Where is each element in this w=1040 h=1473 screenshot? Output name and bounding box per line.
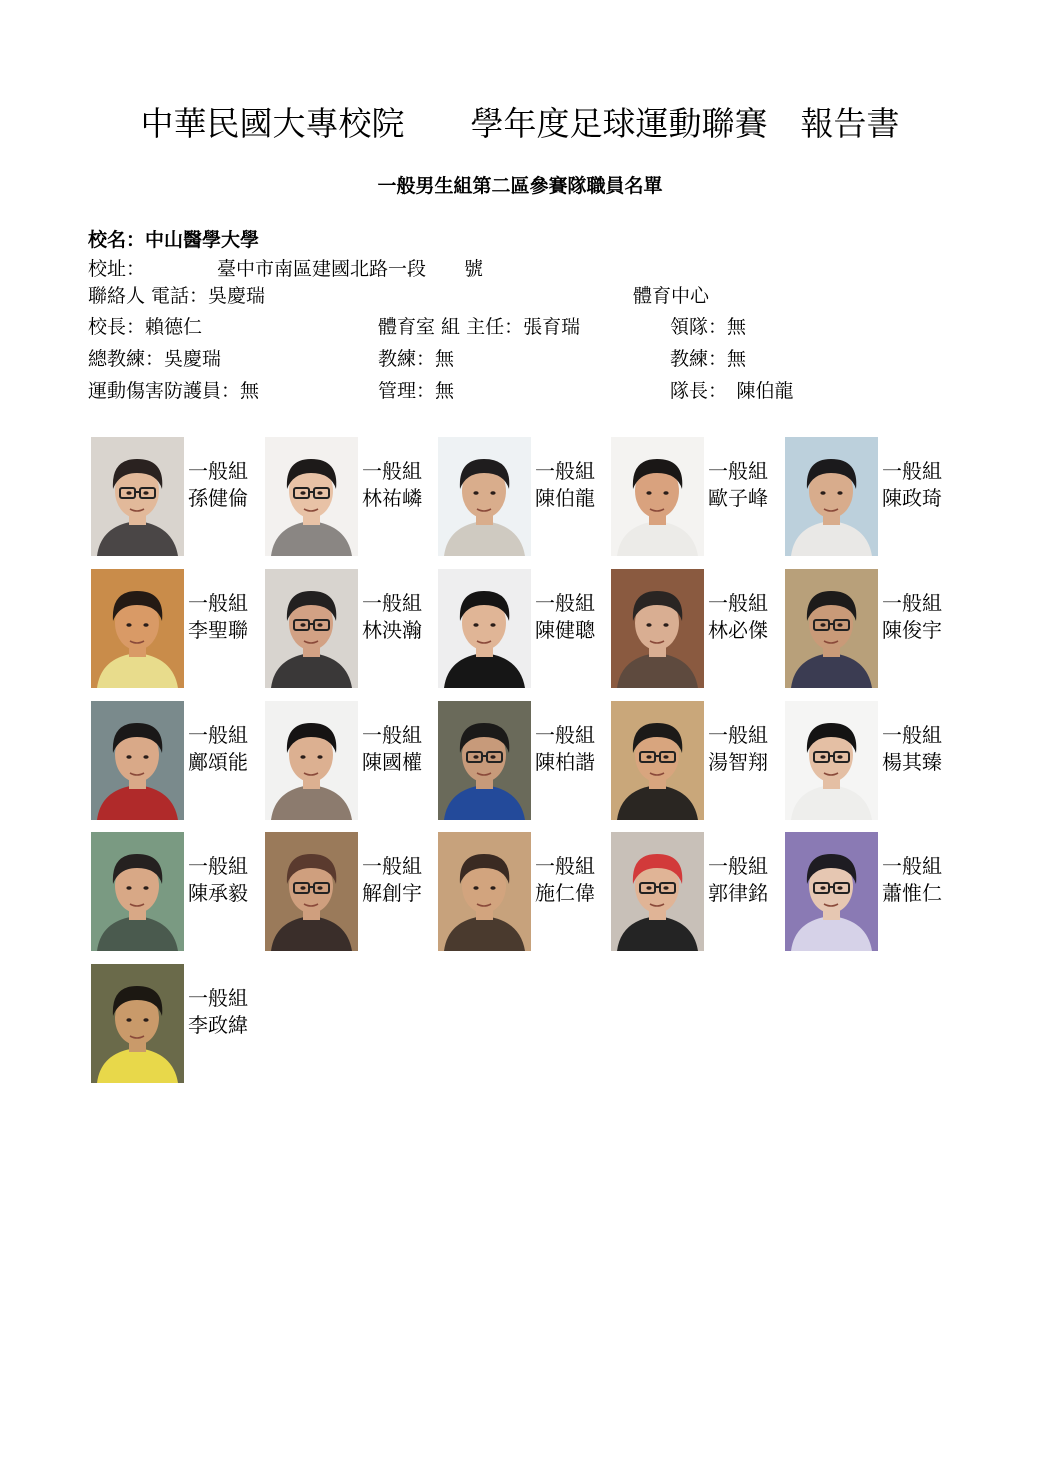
player-caption xyxy=(362,458,422,512)
player-group: 一般組 xyxy=(362,591,422,615)
player-caption xyxy=(188,458,248,512)
player-caption xyxy=(882,590,942,644)
player-caption xyxy=(882,722,942,776)
player-photo xyxy=(265,832,358,951)
player-photo xyxy=(785,437,878,556)
player-name: 陳政琦 xyxy=(882,486,942,510)
player-group: 一般組 xyxy=(535,459,595,483)
player-photo xyxy=(265,437,358,556)
player-group: 一般組 xyxy=(882,723,942,747)
player-caption xyxy=(362,590,422,644)
player-caption xyxy=(708,853,768,907)
player-caption xyxy=(188,853,248,907)
player-group: 一般組 xyxy=(708,723,768,747)
player-name: 孫健倫 xyxy=(188,486,248,510)
player-group: 一般組 xyxy=(188,986,248,1010)
roster-subtitle: 一般男生組第二區參賽隊職員名單 xyxy=(377,175,663,197)
player-photo xyxy=(438,701,531,820)
player-name: 林必傑 xyxy=(708,618,768,642)
player-group: 一般組 xyxy=(882,591,942,615)
player-photo xyxy=(91,437,184,556)
address-value: 臺中市南區建國北路一段 號 xyxy=(217,258,484,280)
player-photo xyxy=(438,437,531,556)
page-title: 中華民國大專校院 學年度足球運動聯賽 報告書 xyxy=(140,104,900,143)
player-caption xyxy=(708,590,768,644)
player-name: 陳健聰 xyxy=(535,618,595,642)
player-caption xyxy=(188,722,248,776)
player-photo xyxy=(611,569,704,688)
player-photo xyxy=(611,437,704,556)
player-photo xyxy=(438,569,531,688)
player-name: 解創宇 xyxy=(362,881,422,905)
coach-2: 教練：無 xyxy=(670,348,747,370)
player-name: 陳國權 xyxy=(362,750,422,774)
player-group: 一般組 xyxy=(708,459,768,483)
player-group: 一般組 xyxy=(708,591,768,615)
player-caption xyxy=(708,458,768,512)
principal: 校長：賴德仁 xyxy=(88,316,203,338)
player-caption xyxy=(708,722,768,776)
player-caption xyxy=(188,985,248,1039)
player-caption xyxy=(535,590,595,644)
player-name: 李政緯 xyxy=(188,1013,248,1037)
player-group: 一般組 xyxy=(188,854,248,878)
player-photo xyxy=(611,832,704,951)
player-group: 一般組 xyxy=(362,854,422,878)
contact-org: 體育中心 xyxy=(633,285,710,307)
team-manager: 管理：無 xyxy=(378,380,455,402)
player-group: 一般組 xyxy=(362,723,422,747)
address-label: 校址： xyxy=(88,258,146,280)
player-name: 陳承毅 xyxy=(188,881,248,905)
player-photo xyxy=(91,832,184,951)
player-name: 林祐嶙 xyxy=(362,486,422,510)
player-name: 湯智翔 xyxy=(708,750,768,774)
player-group: 一般組 xyxy=(188,723,248,747)
player-name: 陳伯龍 xyxy=(535,486,595,510)
player-group: 一般組 xyxy=(535,723,595,747)
player-caption xyxy=(882,458,942,512)
player-name: 鄺頌能 xyxy=(188,750,248,774)
player-name: 陳柏諧 xyxy=(535,750,595,774)
contact-info: 聯絡人 電話：吳慶瑞 xyxy=(88,285,266,307)
player-name: 施仁偉 xyxy=(535,881,595,905)
office-head: 體育室 組 主任：張育瑞 xyxy=(378,316,581,338)
head-coach: 總教練：吳慶瑞 xyxy=(88,348,222,370)
player-name: 歐子峰 xyxy=(708,486,768,510)
player-name: 陳俊宇 xyxy=(882,618,942,642)
player-group: 一般組 xyxy=(188,459,248,483)
player-group: 一般組 xyxy=(882,854,942,878)
player-caption xyxy=(535,722,595,776)
player-photo xyxy=(785,569,878,688)
player-caption xyxy=(188,590,248,644)
team-leader: 領隊：無 xyxy=(670,316,747,338)
player-caption xyxy=(535,853,595,907)
player-name: 李聖聯 xyxy=(188,618,248,642)
player-caption xyxy=(362,722,422,776)
team-captain: 隊長： 陳伯龍 xyxy=(670,380,794,402)
player-photo xyxy=(785,832,878,951)
player-photo xyxy=(91,569,184,688)
player-group: 一般組 xyxy=(362,459,422,483)
player-photo xyxy=(265,569,358,688)
player-name: 郭律銘 xyxy=(708,881,768,905)
player-group: 一般組 xyxy=(535,854,595,878)
player-photo xyxy=(265,701,358,820)
player-name: 蕭惟仁 xyxy=(882,881,942,905)
player-photo xyxy=(785,701,878,820)
player-caption xyxy=(362,853,422,907)
coach-1: 教練：無 xyxy=(378,348,455,370)
athletic-trainer: 運動傷害防護員：無 xyxy=(88,380,260,402)
player-photo xyxy=(91,701,184,820)
player-name: 楊其臻 xyxy=(882,750,942,774)
player-caption xyxy=(882,853,942,907)
player-name: 林泱瀚 xyxy=(362,618,422,642)
player-group: 一般組 xyxy=(882,459,942,483)
player-group: 一般組 xyxy=(188,591,248,615)
school-name: 校名：中山醫學大學 xyxy=(88,229,260,251)
player-photo xyxy=(91,964,184,1083)
player-group: 一般組 xyxy=(535,591,595,615)
player-photo xyxy=(611,701,704,820)
player-group: 一般組 xyxy=(708,854,768,878)
player-caption xyxy=(535,458,595,512)
player-photo xyxy=(438,832,531,951)
